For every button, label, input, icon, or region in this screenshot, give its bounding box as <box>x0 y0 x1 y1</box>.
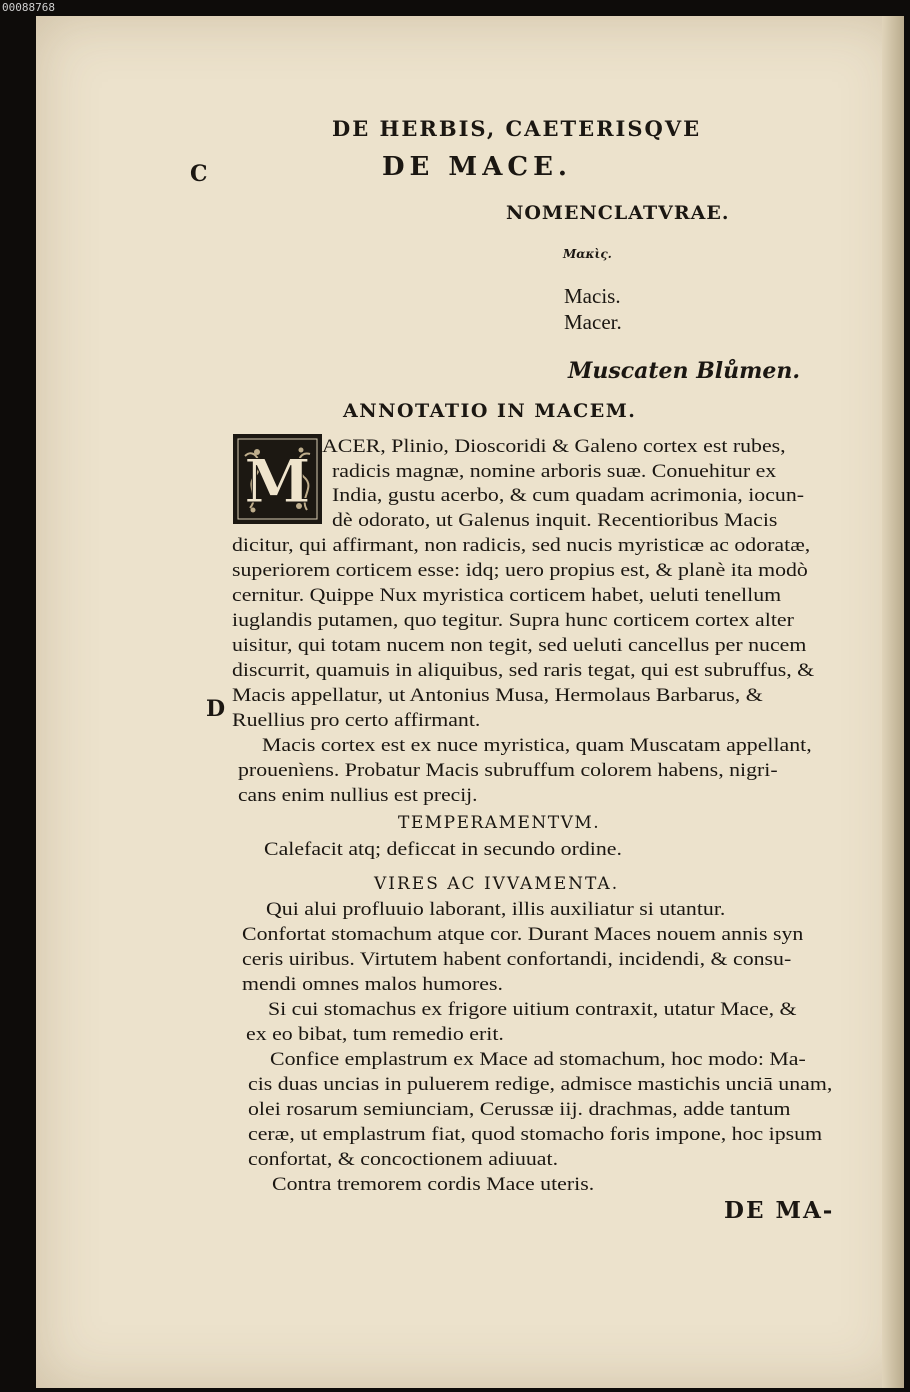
annotatio-line: uisitur, qui totam nucem non tegit, sed ueluti cancellus per nucem <box>232 635 807 656</box>
annotatio-heading: ANNOTATIO IN MACEM. <box>343 400 637 422</box>
decorated-initial <box>233 434 322 524</box>
latin-name-2: Macer. <box>564 310 622 334</box>
annotatio-line: superiorem corticem esse: idq; uero propius est, & planè ita modò <box>232 560 808 581</box>
latin-name-1: Macis. <box>564 284 621 308</box>
vires-line: olei rosarum semiunciam, Cerussæ iij. drachmas, adde tantum <box>248 1099 791 1120</box>
greek-name: Μακὶς. <box>563 247 612 261</box>
vires-line: cis duas uncias in puluerem redige, admisce mastichis unciā unam, <box>248 1074 833 1095</box>
annotatio-line: Macis appellatur, ut Antonius Musa, Hermolaus Barbarus, & <box>232 685 763 706</box>
annotatio-line: India, gustu acerbo, & cum quadam acrimonia, iocun- <box>332 485 805 506</box>
annotatio-line: iuglandis putamen, quo tegitur. Supra hunc corticem cortex alter <box>232 610 794 631</box>
margin-letter-c: C <box>190 161 208 187</box>
annotatio-line: prouenìens. Probatur Macis subruffum colorem habens, nigri- <box>238 760 778 781</box>
running-head: DE HERBIS, CAETERISQVE <box>332 116 702 141</box>
vires-line: mendi omnes malos humores. <box>242 974 503 995</box>
annotatio-line: dicitur, qui affirmant, non radicis, sed nucis myristicæ ac odoratæ, <box>232 535 811 556</box>
annotatio-line: radicis magnæ, nomine arboris suæ. Conuehitur ex <box>332 461 777 482</box>
page-gutter-shadow <box>882 16 904 1388</box>
vires-line: ceræ, ut emplastrum fiat, quod stomacho foris impone, hoc ipsum <box>248 1124 823 1145</box>
floral-ornament-icon <box>235 436 320 522</box>
german-name: Muscaten Blůmen. <box>568 358 801 384</box>
vires-line: Confortat stomachum atque cor. Durant Maces nouem annis syn <box>242 924 804 945</box>
book-page <box>36 16 904 1388</box>
catchword: DE MA- <box>724 1197 835 1224</box>
vires-heading: VIRES AC IVVAMENTA. <box>374 874 620 894</box>
annotatio-line: Ruellius pro certo affirmant. <box>232 710 481 731</box>
vires-line: Contra tremorem cordis Mace uteris. <box>272 1174 595 1195</box>
temperamentum-line: Calefacit atq; deficcat in secundo ordine. <box>264 839 622 860</box>
vires-line: confortat, & concoctionem adiuuat. <box>248 1149 559 1170</box>
temperamentum-heading: TEMPERAMENTVM. <box>398 813 601 833</box>
annotatio-line: Macis cortex est ex nuce myristica, quam Muscatam appellant, <box>262 735 812 756</box>
nomenclature-heading: NOMENCLATVRAE. <box>506 202 730 224</box>
vires-line: Qui alui profluuio laborant, illis auxiliatur si utantur. <box>266 899 726 920</box>
vires-line: Confice emplastrum ex Mace ad stomachum, hoc modo: Ma- <box>270 1049 806 1070</box>
annotatio-line: dè odorato, ut Galenus inquit. Recentioribus Macis <box>332 510 778 531</box>
drop-cap-letter: M <box>244 447 311 517</box>
scan-id-label: 00088768 <box>2 1 55 14</box>
margin-letter-d: D <box>206 696 226 722</box>
vires-line: ceris uiribus. Virtutem habent confortandi, incidendi, & consu- <box>242 949 792 970</box>
page-title: DE MACE. <box>382 152 572 182</box>
vires-line: ex eo bibat, tum remedio erit. <box>246 1024 504 1045</box>
vires-line: Si cui stomachus ex frigore uitium contraxit, utatur Mace, & <box>268 999 797 1020</box>
annotatio-line: ACER, Plinio, Dioscoridi & Galeno cortex est rubes, <box>322 436 786 457</box>
annotatio-line: cans enim nullius est precij. <box>238 785 478 806</box>
annotatio-line: cernitur. Quippe Nux myristica corticem habet, ueluti tenellum <box>232 585 782 606</box>
annotatio-line: discurrit, quamuis in aliquibus, sed raris tegat, qui est subruffus, & <box>232 660 815 681</box>
